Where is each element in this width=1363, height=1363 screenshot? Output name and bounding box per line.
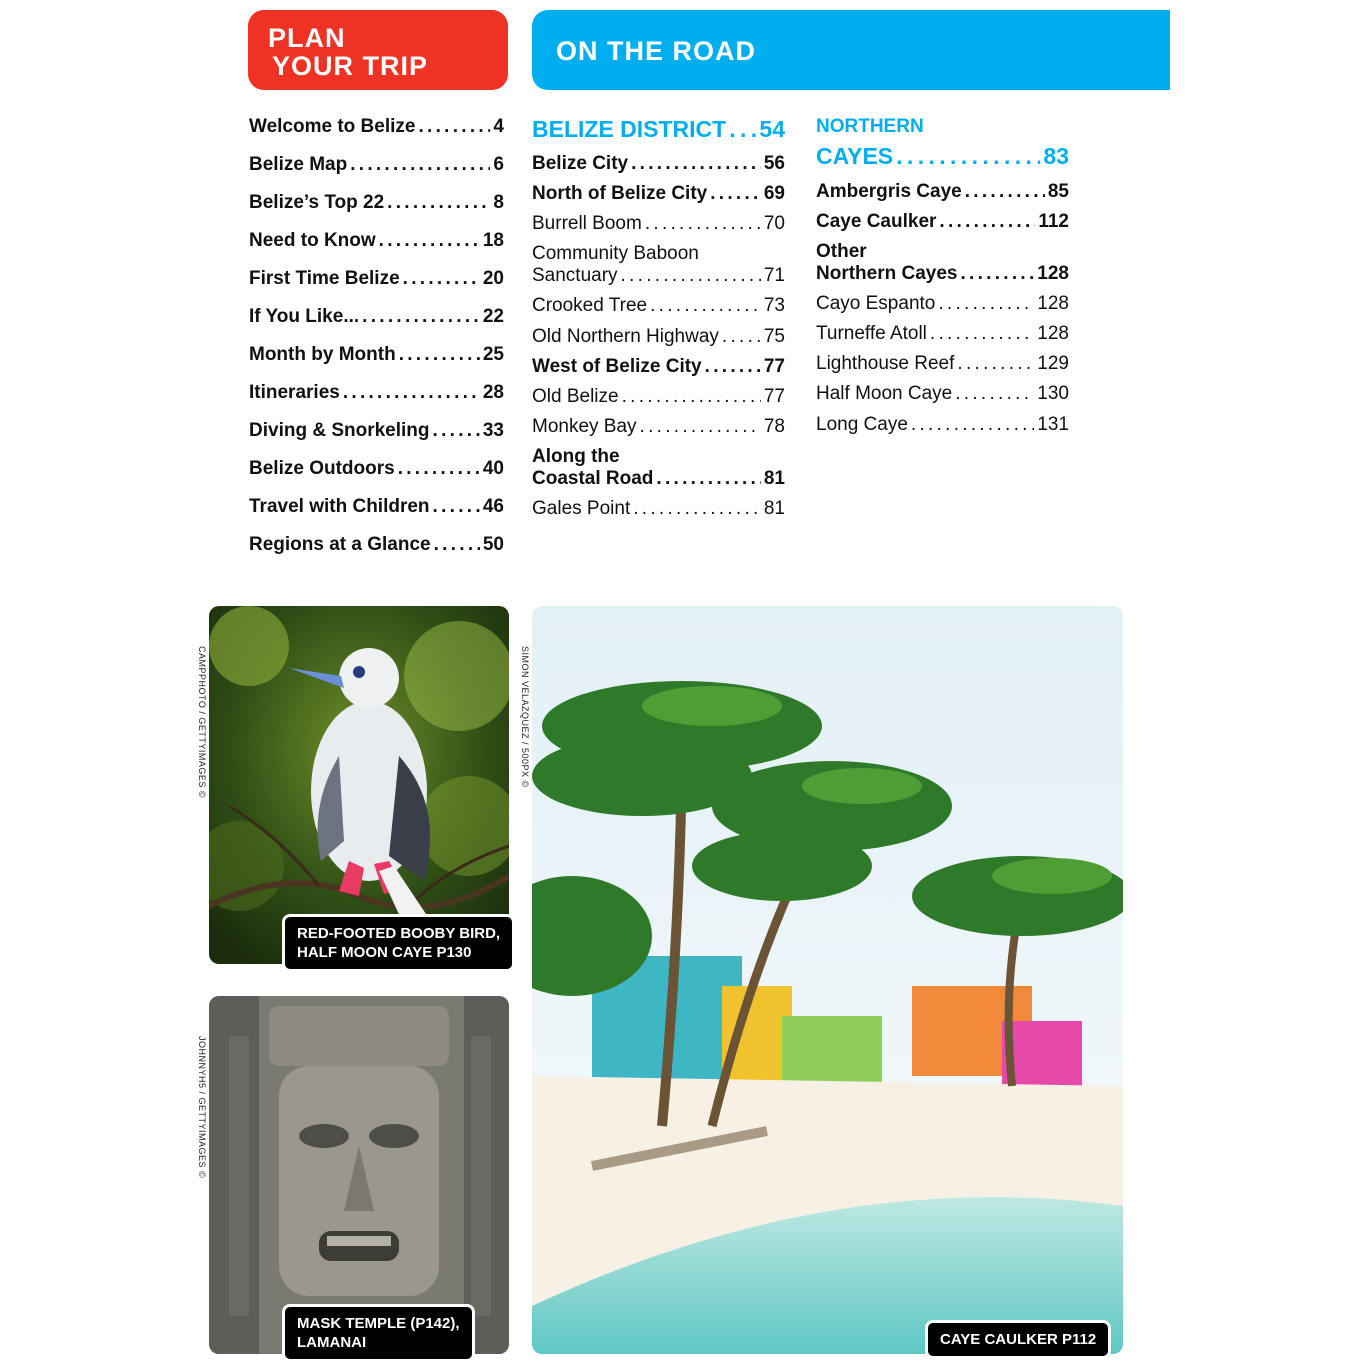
toc-entry[interactable]: Gales Point . . . 81	[532, 498, 785, 520]
mask-temple-photo	[209, 996, 509, 1354]
booby-bird-photo	[209, 606, 509, 964]
toc-entry[interactable]: Northern Cayes . . . 128	[816, 263, 1069, 285]
toc-entry[interactable]: Cayo Espanto . . . 128	[816, 293, 1069, 315]
toc-entry[interactable]: Monkey Bay . . . 78	[532, 416, 785, 438]
toc-entry[interactable]: Long Caye . . . 131	[816, 414, 1069, 436]
plan-title-line1: PLAN	[268, 23, 346, 53]
toc-entry[interactable]: Regions at a Glance . . . 50	[249, 534, 504, 556]
toc-entry[interactable]: Month by Month . . . 25	[249, 344, 504, 366]
toc-entry-line1: Other	[816, 241, 867, 262]
toc-entry[interactable]: West of Belize City . . . 77	[532, 356, 785, 378]
toc-entry[interactable]: Sanctuary . . . 71	[532, 265, 785, 287]
mask-caption	[282, 1304, 475, 1362]
section-northern-cayes[interactable]: CAYES . . . 83	[816, 143, 1069, 169]
toc-entry[interactable]: North of Belize City . . . 69	[532, 183, 785, 205]
toc-entry[interactable]: Belize Outdoors . . . 40	[249, 458, 504, 480]
toc-entry[interactable]: Old Northern Highway . . . 75	[532, 326, 785, 348]
toc-entry[interactable]: Welcome to Belize . . . 4	[249, 116, 504, 138]
plan-title-line2: YOUR TRIP	[272, 51, 429, 81]
toc-entry[interactable]: Old Belize . . . 77	[532, 386, 785, 408]
toc-entry[interactable]: If You Like... . . . 22	[249, 306, 504, 328]
toc-entry[interactable]: Ambergris Caye . . . 85	[816, 181, 1069, 203]
beach-caption: CAYE CAULKER P112	[925, 1320, 1111, 1359]
toc-entry[interactable]: Lighthouse Reef . . . 129	[816, 353, 1069, 375]
toc-entry[interactable]: Diving & Snorkeling . . . 33	[249, 420, 504, 442]
toc-entry-line1: Community Baboon	[532, 243, 699, 264]
toc-entry-line1: Along the	[532, 446, 620, 467]
mask-caption-line2: LAMANAI	[297, 1334, 367, 1351]
plan-your-trip-header	[248, 10, 508, 90]
toc-entry[interactable]: Half Moon Caye . . . 130	[816, 383, 1069, 405]
toc-entry[interactable]: Crooked Tree . . . 73	[532, 295, 785, 317]
mask-caption-line1: MASK TEMPLE (P142),	[297, 1315, 460, 1332]
section-northern-cayes-line1: NORTHERN	[816, 116, 924, 137]
toc-entry[interactable]: Need to Know . . . 18	[249, 230, 504, 252]
toc-entry[interactable]: Travel with Children . . . 46	[249, 496, 504, 518]
toc-entry[interactable]: Turneffe Atoll . . . 128	[816, 323, 1069, 345]
toc-entry[interactable]: Coastal Road . . . 81	[532, 468, 785, 490]
toc-entry[interactable]: Itineraries . . . 28	[249, 382, 504, 404]
toc-entry[interactable]: Belize’s Top 22 . . . 8	[249, 192, 504, 214]
toc-entry[interactable]: Caye Caulker . . . 112	[816, 211, 1069, 233]
on-the-road-header	[532, 10, 1170, 90]
road-title: ON THE ROAD	[556, 36, 756, 66]
photo-credit-beach: SIMON VELAZQUEZ / 500PX ©	[520, 646, 530, 788]
section-belize-district[interactable]: BELIZE DISTRICT . . . 54	[532, 116, 785, 142]
toc-entry[interactable]: First Time Belize . . . 20	[249, 268, 504, 290]
toc-entry[interactable]: Belize City . . . 56	[532, 153, 785, 175]
photo-credit-bird: CAMPPHOTO / GETTYIMAGES ©	[197, 646, 207, 798]
toc-entry[interactable]: Burrell Boom . . . 70	[532, 213, 785, 235]
caye-caulker-photo	[532, 606, 1123, 1354]
bird-caption-line2: HALF MOON CAYE P130	[297, 944, 472, 961]
photo-credit-mask: JOHNNYH5 / GETTYIMAGES ©	[197, 1036, 207, 1179]
toc-entry[interactable]: Belize Map . . . 6	[249, 154, 504, 176]
bird-caption-line1: RED-FOOTED BOOBY BIRD,	[297, 925, 501, 942]
bird-caption	[282, 914, 515, 972]
